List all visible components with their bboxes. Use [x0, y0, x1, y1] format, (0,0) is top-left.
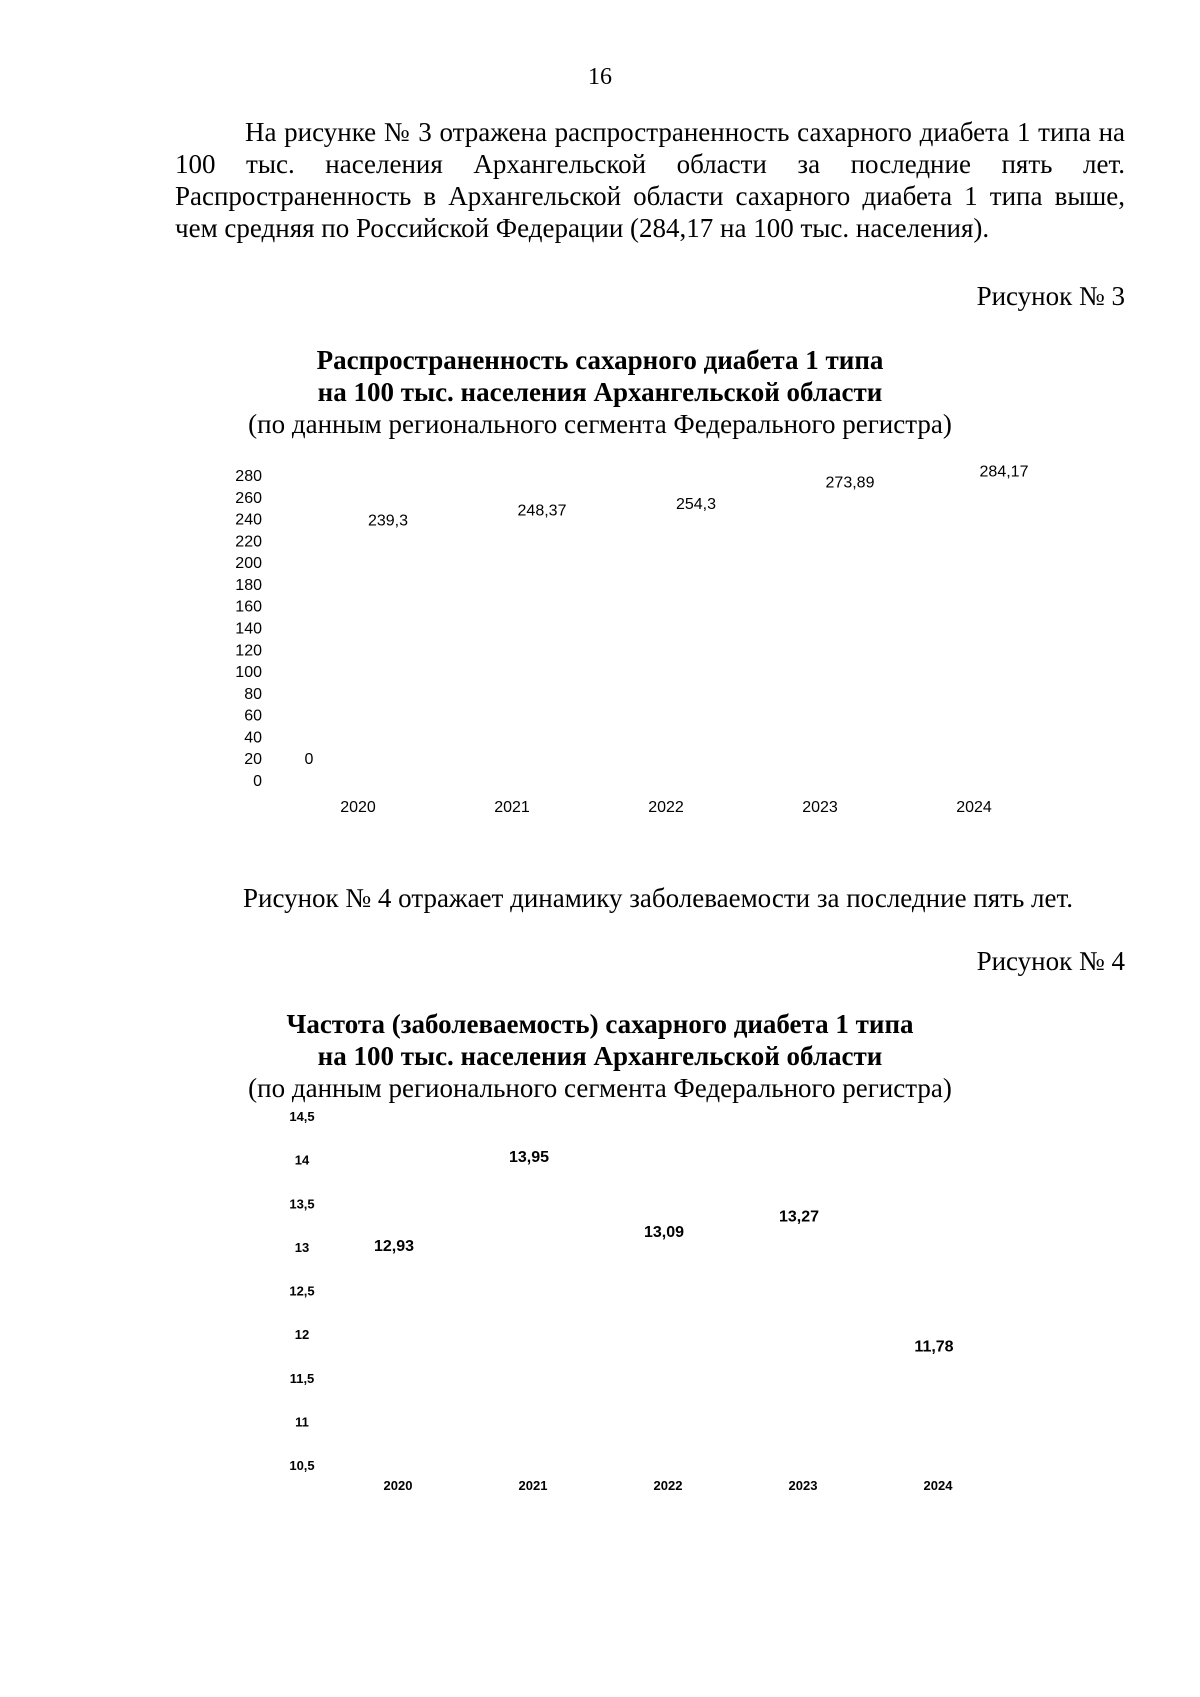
data-label: 239,3	[367, 512, 409, 530]
figure-4-label: Рисунок № 4	[976, 946, 1125, 976]
x-tick-label: 2022	[648, 799, 684, 816]
y-tick-label: 160	[235, 598, 262, 616]
x-tick-label: 2023	[802, 799, 838, 816]
x-tick-label: 2020	[383, 1478, 413, 1493]
y-tick-label: 12,5	[289, 1283, 315, 1299]
y-tick-label: 11,5	[289, 1370, 315, 1386]
x-tick-label: 2021	[518, 1478, 548, 1493]
chart-2-subtitle: (по данным регионального сегмента Федерального регистра)	[248, 1073, 952, 1103]
y-tick-label: 120	[235, 642, 262, 660]
chart-2-title-line1: Частота (заболеваемость) сахарного диабета 1 типа	[286, 1009, 914, 1039]
data-label: 11,78	[914, 1338, 954, 1356]
y-tick-label: 11	[295, 1414, 309, 1430]
x-tick-label: 2021	[494, 799, 530, 816]
y-tick-label: 14	[294, 1152, 310, 1168]
chart-2-title-line2: на 100 тыс. населения Архангельской области	[317, 1041, 883, 1071]
y-tick-label: 20	[244, 751, 262, 769]
chart-1-title-line1: Распространенность сахарного диабета 1 типа	[316, 345, 884, 375]
y-tick-label: 220	[235, 533, 262, 551]
data-label: 254,3	[675, 495, 717, 513]
y-tick-label: 200	[235, 555, 262, 573]
x-tick-label: 2023	[788, 1478, 818, 1493]
y-tick-label: 10,5	[289, 1458, 315, 1473]
data-label: 13,09	[643, 1224, 685, 1242]
data-label: 0	[304, 751, 314, 769]
page-number: 16	[588, 64, 612, 90]
y-tick-label: 60	[244, 707, 262, 725]
intro-paragraph: На рисунке № 3 отражена распространенность сахарного диабета 1 типа на 100 тыс. населения Архангельской области за последние пять лет. Распространенность в Архангельской области сахарного диабета 1 типа выше, чем средняя по Российской Федерации (284,17 на 100 тыс. населения).	[175, 117, 1125, 243]
chart-1-title-line2: на 100 тыс. населения Архангельской области	[317, 377, 883, 407]
data-label: 13,95	[508, 1148, 550, 1166]
y-tick-label: 80	[244, 685, 262, 703]
x-tick-label: 2024	[956, 799, 992, 816]
x-tick-label: 2022	[653, 1478, 683, 1493]
x-tick-label: 2024	[923, 1478, 953, 1493]
y-tick-label: 260	[235, 489, 262, 507]
y-tick-label: 240	[235, 511, 262, 529]
y-tick-label: 13	[294, 1239, 310, 1255]
y-tick-label: 14,5	[289, 1109, 315, 1124]
y-tick-label: 100	[235, 664, 262, 682]
data-label: 273,89	[825, 474, 875, 492]
y-tick-label: 40	[244, 729, 262, 747]
y-tick-label: 0	[253, 773, 262, 790]
y-tick-label: 280	[235, 468, 262, 485]
x-tick-label: 2020	[340, 799, 376, 816]
y-tick-label: 180	[235, 576, 262, 594]
data-label: 13,27	[778, 1208, 820, 1226]
y-tick-label: 140	[235, 620, 262, 638]
chart-1-subtitle: (по данным регионального сегмента Федерального регистра)	[248, 409, 952, 439]
y-tick-label: 12	[294, 1327, 310, 1343]
data-label: 248,37	[517, 502, 567, 520]
data-label: 284,17	[979, 463, 1029, 481]
y-tick-label: 13,5	[289, 1196, 315, 1212]
data-label: 12,93	[373, 1237, 415, 1255]
figure-3-label: Рисунок № 3	[976, 281, 1125, 311]
figure-4-intro-paragraph: Рисунок № 4 отражает динамику заболеваемости за последние пять лет.	[243, 883, 1074, 913]
